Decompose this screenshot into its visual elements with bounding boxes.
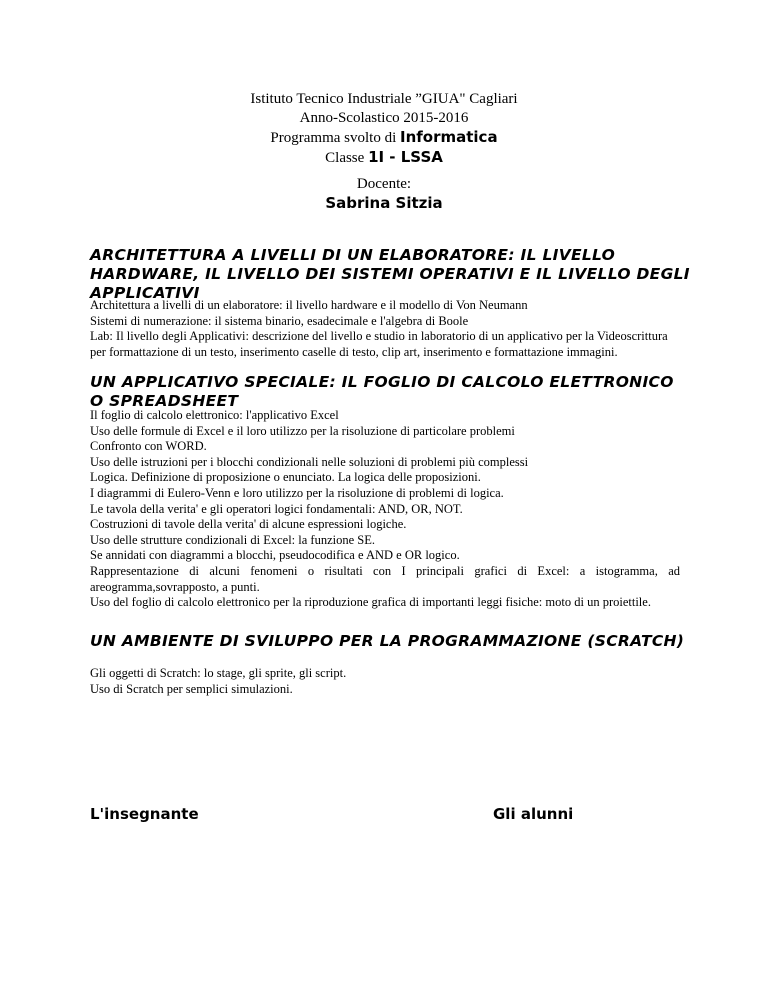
document-header: [0, 90, 768, 168]
list-item: Sistemi di numerazione: il sistema binario, esadecimale e l'algebra di Boole: [90, 313, 469, 328]
section-body-foglio-calcolo: [90, 408, 680, 611]
section-body-architettura: [90, 298, 680, 360]
program-prefix: Programma svolto di: [270, 130, 400, 146]
list-item: Uso delle strutture condizionali di Excel: la funzione SE.: [90, 532, 375, 547]
section-body-scratch: [90, 666, 680, 697]
list-item: per formattazione di un testo, inserimento caselle di testo, clip art, inserimento e formattazione immagini.: [90, 344, 618, 359]
teacher-label: Docente:: [356, 176, 412, 192]
list-item: Architettura a livelli di un elaboratore: il livello hardware e il modello di Von Neumann: [90, 298, 528, 312]
class-prefix: Classe: [325, 150, 369, 166]
list-item: Costruzioni di tavole della verita' di alcune espressioni logiche.: [90, 517, 407, 532]
section-title-foglio-calcolo: UN APPLICATIVO SPECIALE: IL FOGLIO DI CALCOLO ELETTRONICO O SPREADSHEET: [90, 373, 674, 410]
list-item: Confronto con WORD.: [90, 439, 207, 454]
teacher-signature-label: L'insegnante: [90, 805, 199, 823]
class-line: [0, 148, 768, 168]
list-item: Se annidati con diagrammi a blocchi, pseudocodifica e AND e OR logico.: [90, 548, 460, 563]
section-title-architettura: ARCHITETTURA A LIVELLI DI UN ELABORATORE: IL LIVELLO HARDWARE, IL LIVELLO DEI SISTEMI OPERATIVI E IL LIVELLO DEGLI APPLICATIVI: [90, 246, 690, 302]
list-item: Logica. Definizione di proposizione o enunciato. La logica delle proposizioni.: [90, 470, 481, 485]
list-item: Le tavola della verita' e gli operatori logici fondamentali: AND, OR, NOT.: [90, 501, 463, 516]
list-item: Uso di Scratch per semplici simulazioni.: [90, 681, 293, 696]
teacher-block: [0, 175, 768, 213]
program-line: [0, 128, 768, 148]
section-title-scratch: UN AMBIENTE DI SVILUPPO PER LA PROGRAMMAZIONE (SCRATCH): [90, 632, 685, 650]
list-item: Gli oggetti di Scratch: lo stage, gli sprite, gli script.: [90, 666, 347, 680]
list-item: Il foglio di calcolo elettronico: l'applicativo Excel: [90, 408, 339, 422]
list-item: Uso del foglio di calcolo elettronico per la riproduzione grafica di importanti leggi fisiche: moto di un proiettile.: [90, 595, 651, 610]
students-signature-label: Gli alunni: [493, 805, 574, 823]
school-year: Anno-Scolastico 2015-2016: [299, 110, 469, 126]
class-name: 1I - LSSA: [368, 148, 443, 166]
list-item: I diagrammi di Eulero-Venn e loro utilizzo per la risoluzione di problemi di logica.: [90, 485, 504, 500]
list-item: Uso delle istruzioni per i blocchi condizionali nelle soluzioni di problemi più complessi: [90, 454, 529, 469]
list-item: Uso delle formule di Excel e il loro utilizzo per la risoluzione di particolare problemi: [90, 423, 515, 438]
teacher-name: Sabrina Sitzia: [325, 194, 443, 212]
list-item: Rappresentazione di alcuni fenomeni o risultati con I principali grafici di Excel: a istogramma, ad areogramma,sovrapposto, a punti.: [90, 563, 680, 594]
list-item: Lab: Il livello degli Applicativi: descrizione del livello e studio in laboratorio di un applicativo per la Videoscrittura: [90, 329, 668, 344]
school-name: Istituto Tecnico Industriale ”GIUA" Cagliari: [250, 91, 518, 107]
subject-name: Informatica: [400, 128, 498, 146]
